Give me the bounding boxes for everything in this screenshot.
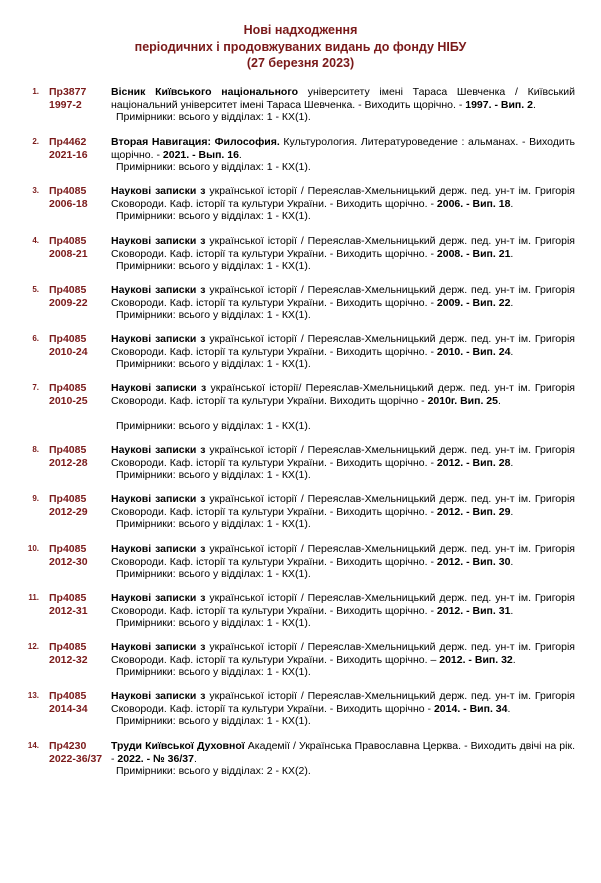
header-subtitle: періодичних і продовжуваних видань до фонду НІБУ (134, 39, 467, 54)
entry-number: 6. (32, 334, 39, 343)
entry-issue: Вип. 22 (472, 296, 511, 309)
entry-title: Наукові записки з (111, 235, 206, 247)
shelf-volume: 2012-30 (49, 555, 88, 568)
entry-details: української історії / Переяслав-Хмельницький держ. пед. ун-т ім. Григорія Сковороди. Каф. історії та культури України. - Виходить щорічно. – (111, 641, 575, 666)
entry-number: 8. (32, 445, 39, 454)
entry-holdings: Примірники: всього у відділах: 1 - КХ(1). (116, 161, 311, 173)
entry-title: Наукові записки з (111, 493, 206, 505)
entry-holdings: Примірники: всього у відділах: 1 - КХ(1). (116, 617, 311, 629)
entry-details: української історії / Переяслав-Хмельницький держ. пед. ун-т ім. Григорія Сковороди. Каф. історії та культури України. - Виходить щорічно. - (111, 284, 575, 309)
list-item (0, 284, 601, 332)
entry-holdings: Примірники: всього у відділах: 1 - КХ(1). (116, 715, 311, 727)
entry-year: 2014. (433, 702, 461, 715)
entry-holdings: Примірники: всього у відділах: 1 - КХ(1). (116, 111, 311, 123)
entry-separator: - (189, 148, 199, 161)
entry-separator: - (463, 604, 473, 617)
list-item (0, 235, 601, 283)
page-header (0, 22, 601, 72)
entry-separator: - (463, 197, 473, 210)
list-item (0, 382, 601, 430)
shelf-mark (49, 740, 107, 765)
entry-details: української історії / Переяслав-Хмельницький держ. пед. ун-т ім. Григорія Сковороди. Каф. історії та культури України. - Виходить щорічно. - (111, 185, 575, 210)
entry-tail: . (510, 604, 514, 617)
list-item (0, 690, 601, 738)
entry-year: 2009. (436, 296, 464, 309)
entry-year: 2012. (436, 604, 464, 617)
shelf-code: Пр4085 (49, 493, 87, 505)
entry-issue: Вип. 21 (472, 247, 511, 260)
entry-year: 2012. (439, 653, 466, 666)
entry-details: української історії / Переяслав-Хмельницький держ. пед. ун-т ім. Григорія Сковороди. Каф. історії та культури України. - Виходить щорічно. - (111, 235, 575, 260)
entry-holdings: Примірники: всього у відділах: 1 - КХ(1). (116, 568, 311, 580)
entry-details: університету імені Тараса Шевченка / Київський національний університет імені Тараса Шевченка. - Виходить щорічно. - (111, 86, 575, 111)
entry-year: 2008. (436, 247, 464, 260)
entry-tail: . (510, 345, 514, 358)
shelf-code: Пр4085 (49, 235, 87, 247)
shelf-mark (49, 641, 107, 666)
entry-number: 10. (27, 544, 39, 553)
entry-issue: Вип. 18 (472, 197, 511, 210)
entry-year: 2021. (162, 148, 190, 161)
entry-issue: Вип. 24 (472, 345, 511, 358)
entry-description (111, 444, 575, 469)
entry-holdings: Примірники: всього у відділах: 1 - КХ(1). (116, 260, 311, 272)
entry-year: 2012. (436, 555, 464, 568)
entry-number: 14. (27, 741, 39, 750)
entry-holdings: Примірники: всього у відділах: 1 - КХ(1). (116, 210, 311, 222)
entry-tail: . (510, 456, 514, 469)
entry-title: Вторая Навигация: Философия. (111, 136, 280, 148)
list-item (0, 592, 601, 640)
entry-issue: Вип. 32 (474, 653, 513, 666)
entry-year: 2010. (436, 345, 464, 358)
entry-number: 12. (27, 642, 39, 651)
entry-tail: . (507, 702, 511, 715)
list-item (0, 740, 601, 788)
entry-separator: - (463, 456, 473, 469)
shelf-mark (49, 382, 107, 407)
entry-year: 2012. (436, 505, 464, 518)
list-item (0, 493, 601, 541)
shelf-volume: 2012-28 (49, 456, 88, 469)
entry-description (111, 185, 575, 210)
shelf-volume: 2008-21 (49, 247, 88, 260)
entry-tail: . (512, 653, 516, 666)
shelf-code: Пр4085 (49, 185, 87, 197)
shelf-code: Пр4085 (49, 543, 87, 555)
entry-title: Вісник Київського національного (111, 86, 298, 98)
entry-tail: . (510, 247, 514, 260)
entry-issue: Вип. 34 (469, 702, 508, 715)
entry-title: Наукові записки з (111, 444, 206, 456)
entry-description (111, 493, 575, 518)
entry-issue: № 36/37 (153, 752, 194, 765)
entry-separator: - (463, 555, 473, 568)
entry-description (111, 740, 575, 765)
shelf-volume: 2012-29 (49, 505, 88, 518)
entry-description (111, 592, 575, 617)
entry-title: Наукові записки з (111, 333, 206, 345)
entry-title: Наукові записки з (111, 284, 206, 296)
entry-tail: . (510, 505, 514, 518)
entry-year: 2012. (436, 456, 464, 469)
entry-description (111, 136, 575, 161)
shelf-mark (49, 235, 107, 260)
shelf-mark (49, 444, 107, 469)
entry-description (111, 641, 575, 666)
entry-number: 7. (32, 383, 39, 392)
entry-tail: . (498, 394, 501, 407)
shelf-mark (49, 284, 107, 309)
entry-number: 1. (32, 87, 39, 96)
entry-tail: . (510, 555, 514, 568)
shelf-mark (49, 86, 107, 111)
shelf-mark (49, 185, 107, 210)
entry-details: української історії / Переяслав-Хмельницький держ. пед. ун-т ім. Григорія Сковороди. Каф. історії та культури України. - Виходить щорічно. - (111, 444, 575, 469)
entry-details: української історії / Переяслав-Хмельницький держ. пед. ун-т ім. Григорія Сковороди. Каф. історії та культури України. - Виходить щорічно. - (111, 493, 575, 518)
entry-title: Наукові записки з (111, 641, 206, 653)
list-item (0, 333, 601, 381)
list-item (0, 641, 601, 689)
header-title: Нові надходження (243, 23, 358, 37)
entry-number: 13. (27, 691, 39, 700)
entry-issue: Вип. 28 (472, 456, 511, 469)
entry-title: Наукові записки з (111, 382, 207, 394)
list-item (0, 444, 601, 492)
entry-separator: - (463, 296, 473, 309)
header-date: (27 березня 2023) (246, 56, 355, 70)
entry-description (111, 235, 575, 260)
shelf-code: Пр4085 (49, 690, 87, 702)
list-item (0, 86, 601, 134)
entry-issue: Вип. 30 (472, 555, 511, 568)
entry-description (111, 382, 575, 407)
entry-separator: - (491, 98, 501, 111)
shelf-volume: 2022-36/37 (49, 752, 103, 765)
entry-number: 4. (32, 236, 39, 245)
entry-number: 2. (32, 137, 39, 146)
entry-separator: - (465, 653, 475, 666)
entry-details: української історії / Переяслав-Хмельницький держ. пед. ун-т ім. Григорія Сковороди. Каф. історії та культури України. - Виходить щорічно. - (111, 333, 575, 358)
entry-tail: . (510, 296, 514, 309)
list-item (0, 136, 601, 184)
shelf-code: Пр4230 (49, 740, 87, 752)
entry-holdings: Примірники: всього у відділах: 1 - КХ(1). (116, 666, 311, 678)
shelf-code: Пр4085 (49, 382, 87, 394)
entry-number: 11. (28, 593, 39, 602)
shelf-mark (49, 543, 107, 568)
entry-tail: . (532, 98, 536, 111)
entry-details: української історії / Переяслав-Хмельницький держ. пед. ун-т ім. Григорія Сковороди. Каф. історії та культури України. - Виходить щорічно. - (111, 543, 575, 568)
entry-year: 2010г. (427, 394, 458, 407)
shelf-mark (49, 333, 107, 358)
shelf-volume: 2010-24 (49, 345, 88, 358)
entry-separator: - (463, 345, 473, 358)
shelf-code: Пр4085 (49, 284, 87, 296)
entry-separator: - (463, 505, 473, 518)
entry-title: Наукові записки з (111, 185, 206, 197)
entry-tail: . (193, 752, 197, 765)
shelf-code: Пр4085 (49, 592, 87, 604)
entry-year: 1997. (465, 98, 492, 111)
entry-issue: Вип. 2 (500, 98, 533, 111)
entry-issue: Вип. 31 (472, 604, 511, 617)
shelf-code: Пр4462 (49, 136, 87, 148)
entry-description (111, 86, 575, 111)
entry-year: 2006. (436, 197, 464, 210)
entry-issue: Вып. 16 (198, 148, 239, 161)
entry-year: 2022. (117, 752, 144, 765)
shelf-volume: 2010-25 (49, 394, 88, 407)
shelf-volume: 2009-22 (49, 296, 88, 309)
entry-issue: Вип. 25 (460, 394, 498, 407)
entry-holdings: Примірники: всього у відділах: 2 - КХ(2). (116, 765, 311, 777)
entry-details: Культурология. Литературоведение : альманах. - Виходить щорічно. - (111, 136, 575, 161)
shelf-mark (49, 592, 107, 617)
shelf-code: Пр3877 (49, 86, 87, 98)
entry-holdings: Примірники: всього у відділах: 1 - КХ(1). (116, 358, 311, 370)
entry-title: Наукові записки з (111, 543, 206, 555)
entry-details: Академії / Українська Православна Церква. - Виходить двічі на рік. - (111, 740, 575, 765)
entry-details: української історії/ Переяслав-Хмельницький держ. пед. ун-т ім. Григорія Сковороди. Каф. історії та культури України. Виходить щорічно - (111, 382, 575, 407)
entry-tail: . (510, 197, 514, 210)
shelf-volume: 2012-32 (49, 653, 88, 666)
entry-number: 9. (32, 494, 39, 503)
list-item (0, 185, 601, 233)
entry-description (111, 284, 575, 309)
entry-holdings: Примірники: всього у відділах: 1 - КХ(1). (116, 518, 311, 530)
entry-separator: - (463, 247, 473, 260)
entry-tail: . (238, 148, 242, 161)
shelf-mark (49, 493, 107, 518)
entry-issue: Вип. 29 (472, 505, 511, 518)
entry-holdings: Примірники: всього у відділах: 1 - КХ(1). (116, 469, 311, 481)
shelf-volume: 2012-31 (49, 604, 88, 617)
entry-description (111, 333, 575, 358)
entry-description (111, 690, 575, 715)
shelf-code: Пр4085 (49, 444, 87, 456)
list-item (0, 543, 601, 591)
entry-description (111, 543, 575, 568)
shelf-volume: 1997-2 (49, 98, 82, 111)
entry-holdings: Примірники: всього у відділах: 1 - КХ(1). (116, 309, 311, 321)
shelf-code: Пр4085 (49, 641, 87, 653)
shelf-volume: 2014-34 (49, 702, 88, 715)
entry-details: української історії / Переяслав-Хмельницький держ. пед. ун-т ім. Григорія Сковороди. Каф. історії та культури України. - Виходить щорічно - (111, 690, 575, 715)
entry-holdings: Примірники: всього у відділах: 1 - КХ(1). (116, 420, 311, 432)
shelf-mark (49, 690, 107, 715)
entry-separator: - (460, 702, 470, 715)
entry-title: Наукові записки з (111, 592, 206, 604)
entry-details: української історії / Переяслав-Хмельницький держ. пед. ун-т ім. Григорія Сковороди. Каф. історії та культури України. - Виходить щорічно. - (111, 592, 575, 617)
entry-title: Труди Київської Духовної (111, 740, 245, 752)
entry-separator: - (143, 752, 154, 765)
entry-number: 3. (32, 186, 39, 195)
entry-title: Наукові записки з (111, 690, 206, 702)
shelf-volume: 2021-16 (49, 148, 88, 161)
entry-number: 5. (32, 285, 39, 294)
shelf-volume: 2006-18 (49, 197, 88, 210)
shelf-code: Пр4085 (49, 333, 87, 345)
shelf-mark (49, 136, 107, 161)
